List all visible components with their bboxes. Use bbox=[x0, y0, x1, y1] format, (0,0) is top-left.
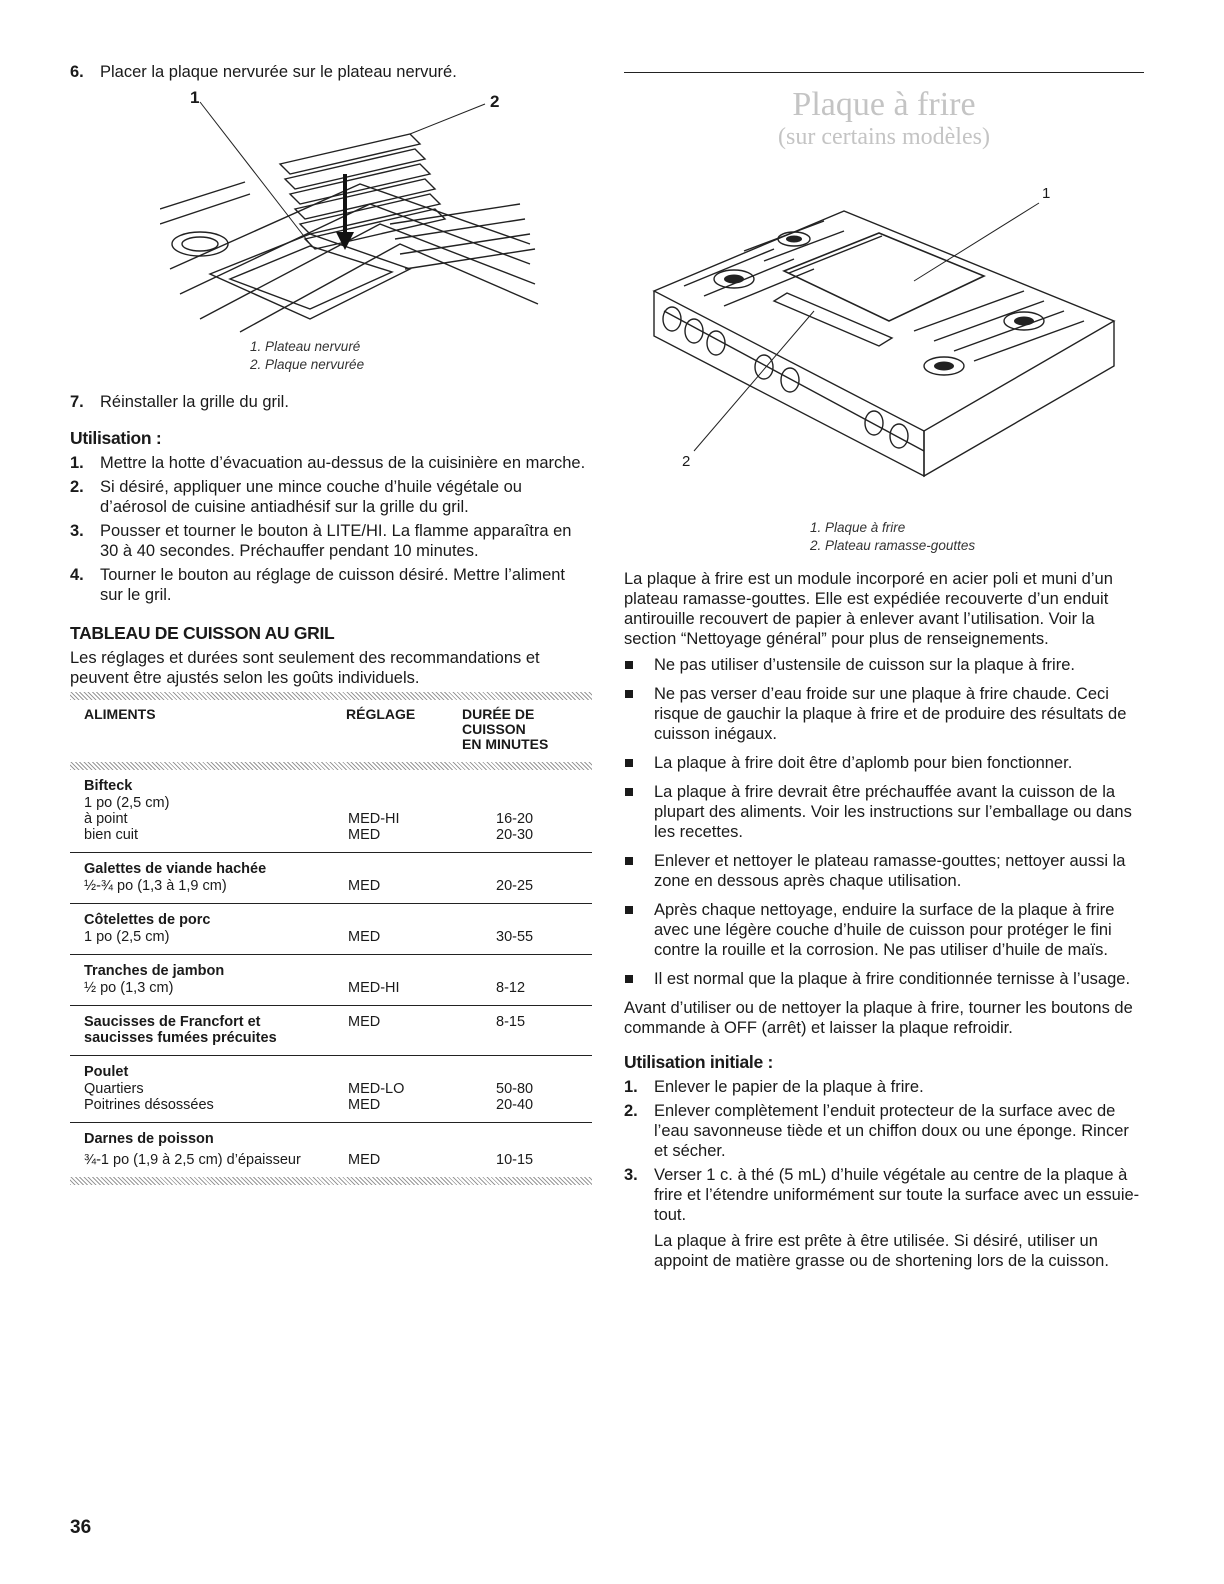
knob bbox=[890, 424, 908, 448]
food-detail: Poitrines désossées bbox=[84, 1097, 214, 1113]
grill-rail bbox=[240, 244, 538, 332]
ribbed-plate-diagram bbox=[160, 88, 540, 334]
utilisation-step bbox=[70, 565, 592, 605]
caption-line: 2. Plaque nervurée bbox=[250, 357, 365, 372]
step-text: Tourner le bouton au réglage de cuisson désiré. Mettre l’aliment sur le gril. bbox=[100, 566, 566, 604]
setting: MED-HI bbox=[348, 811, 400, 827]
bullet-text: La plaque à frire doit être d’aplomb pour bien fonctionner. bbox=[654, 754, 1073, 772]
step-7-text: Réinstaller la grille du gril. bbox=[100, 393, 289, 411]
table-bottom-rule bbox=[70, 1177, 592, 1185]
bullet-item bbox=[624, 684, 1144, 744]
food-name: Bifteck bbox=[84, 778, 133, 794]
duration: 30-55 bbox=[496, 929, 534, 945]
table-row-saucisses bbox=[70, 1006, 592, 1056]
utilisation-heading: Utilisation : bbox=[70, 428, 162, 448]
step-6 bbox=[70, 62, 592, 82]
table-top-rule bbox=[70, 692, 592, 700]
step-number: 1. bbox=[624, 1078, 638, 1096]
duration: 50-80 bbox=[496, 1081, 534, 1097]
step-text: Pousser et tourner le bouton à LITE/HI. La flamme apparaîtra en 30 à 40 secondes. Préchauffer pendant 10 minutes. bbox=[100, 522, 572, 560]
knob bbox=[865, 411, 883, 435]
bullet-text: Enlever et nettoyer le plateau ramasse-gouttes; nettoyer aussi la zone en dessous après chaque utilisation. bbox=[654, 852, 1126, 890]
duration: 10-15 bbox=[496, 1152, 534, 1168]
utilisation-step bbox=[70, 453, 592, 473]
food-name: saucisses fumées précuites bbox=[84, 1030, 277, 1046]
griddle-intro: La plaque à frire est un module incorporé en acier poli et muni d’un plateau ramasse-gouttes. Elle est expédiée recouverte d’un enduit antirouille recouvert de papier à enlever avant l’utilisation. Voir la section “Nettoyage général” pour plus de renseignements. bbox=[624, 570, 1113, 648]
leader-line-1 bbox=[914, 203, 1039, 281]
setting: MED bbox=[348, 878, 381, 894]
duration: 20-40 bbox=[496, 1097, 534, 1113]
step-7-number: 7. bbox=[70, 393, 84, 411]
table-row-bifteck bbox=[70, 770, 592, 853]
utilisation-steps bbox=[70, 453, 592, 605]
initial-step bbox=[624, 1165, 1144, 1225]
utilisation-step bbox=[70, 477, 592, 517]
food-detail: ½-¾ po (1,3 à 1,9 cm) bbox=[84, 878, 227, 894]
step-list-7 bbox=[70, 392, 592, 412]
plate-slat bbox=[280, 134, 420, 174]
page-number: 36 bbox=[70, 1517, 92, 1538]
food-name: Darnes de poisson bbox=[84, 1131, 214, 1147]
grill-rail bbox=[200, 224, 535, 319]
step-text: Enlever complètement l’enduit protecteur de la surface avec de l’eau savonneuse tiède et un chiffon doux ou une éponge. Rincer et sécher. bbox=[654, 1102, 1129, 1160]
section-subtitle: (sur certains modèles) bbox=[778, 124, 990, 150]
header-duree-line: EN MINUTES bbox=[462, 736, 549, 752]
bullet-text: Après chaque nettoyage, enduire la surface de la plaque à frire avec une légère couche d’huile de cuisson pour protéger le fini contre la rouille et la corrosion. Ne pas utiliser d’huile de maïs. bbox=[654, 901, 1115, 959]
duration: 20-25 bbox=[496, 878, 534, 894]
header-duree-line: CUISSON bbox=[462, 721, 526, 737]
drip-tray bbox=[774, 293, 892, 346]
figure-1-caption bbox=[250, 338, 592, 374]
table-row-tranches bbox=[70, 955, 592, 1006]
food-name: Saucisses de Francfort et bbox=[84, 1014, 261, 1030]
duration: 16-20 bbox=[496, 811, 534, 827]
food-name: Côtelettes de porc bbox=[84, 912, 211, 928]
table-header bbox=[70, 700, 592, 762]
table-row-poulet bbox=[70, 1056, 592, 1123]
initial-step bbox=[624, 1101, 1144, 1161]
table-row-galettes bbox=[70, 853, 592, 904]
bullet-square-icon bbox=[625, 857, 633, 865]
left-column bbox=[70, 62, 592, 1185]
step-7 bbox=[70, 392, 592, 412]
griddle-bullets bbox=[624, 655, 1144, 989]
callout-1: 1 bbox=[190, 88, 200, 107]
griddle-plate bbox=[784, 233, 984, 321]
bullet-square-icon bbox=[625, 690, 633, 698]
plate-slat bbox=[285, 149, 425, 189]
callout-2: 2 bbox=[682, 453, 691, 470]
food-detail: 1 po (2,5 cm) bbox=[84, 795, 170, 811]
food-detail: 1 po (2,5 cm) bbox=[84, 929, 170, 945]
step-number: 2. bbox=[624, 1102, 638, 1120]
bullet-text: Il est normal que la plaque à frire conditionnée ternisse à l’usage. bbox=[654, 970, 1131, 988]
header-duree bbox=[462, 707, 548, 752]
step-text: Mettre la hotte d’évacuation au-dessus de la cuisinière en marche. bbox=[100, 454, 586, 472]
step-number: 2. bbox=[70, 478, 84, 496]
step-number: 3. bbox=[70, 522, 84, 540]
bullet-square-icon bbox=[625, 759, 633, 767]
bullet-text: Ne pas utiliser d’ustensile de cuisson sur la plaque à frire. bbox=[654, 656, 1075, 674]
initial-step bbox=[624, 1077, 1144, 1097]
bullet-item bbox=[624, 969, 1144, 989]
food-detail: à point bbox=[84, 811, 128, 827]
step-6-text: Placer la plaque nervurée sur le plateau nervuré. bbox=[100, 63, 457, 81]
utilisation-step bbox=[70, 521, 592, 561]
food-detail: ½ po (1,3 cm) bbox=[84, 980, 174, 996]
callout-1: 1 bbox=[1042, 185, 1051, 202]
knob bbox=[755, 355, 773, 379]
header-duree-line: DURÉE DE bbox=[462, 706, 535, 722]
table-intro: Les réglages et durées sont seulement des recommandations et peuvent être ajustés selon les goûts individuels. bbox=[70, 649, 540, 687]
header-aliments: ALIMENTS bbox=[84, 706, 156, 722]
bullet-text: Ne pas verser d’eau froide sur une plaque à frire chaude. Ceci risque de gauchir la plaque à frire et de produire des résultats de cuisson inégaux. bbox=[654, 685, 1127, 743]
bullet-item bbox=[624, 655, 1144, 675]
bullet-square-icon bbox=[625, 906, 633, 914]
duration: 20-30 bbox=[496, 827, 534, 843]
leader-line-2 bbox=[410, 104, 485, 134]
table-row-cotelettes bbox=[70, 904, 592, 955]
burner-ring bbox=[182, 237, 218, 251]
table-header-rule bbox=[70, 762, 592, 770]
bullet-item bbox=[624, 851, 1144, 891]
food-name: Tranches de jambon bbox=[84, 963, 225, 979]
setting: MED-LO bbox=[348, 1081, 405, 1097]
bullet-square-icon bbox=[625, 788, 633, 796]
step-text: Enlever le papier de la plaque à frire. bbox=[654, 1078, 924, 1096]
step-text: Verser 1 c. à thé (5 mL) d’huile végétale au centre de la plaque à frire et l’étendre uniformément sur toute la surface avec un essuie-tout. bbox=[654, 1166, 1140, 1224]
bullet-square-icon bbox=[625, 661, 633, 669]
griddle-diagram bbox=[624, 161, 1144, 501]
caption-line: 1. Plateau nervuré bbox=[250, 339, 361, 354]
section-title: Plaque à frire bbox=[792, 86, 976, 123]
step-number: 4. bbox=[70, 566, 84, 584]
before-use-note: Avant d’utiliser ou de nettoyer la plaque à frire, tourner les boutons de commande à OFF (arrêt) et laisser la plaque refroidir. bbox=[624, 999, 1133, 1037]
bullet-text: La plaque à frire devrait être préchauffée avant la cuisson de la plupart des aliments. Voir les instructions sur l’emballage ou dans les recettes. bbox=[654, 783, 1132, 841]
bullet-item bbox=[624, 782, 1144, 842]
initial-use-heading: Utilisation initiale : bbox=[624, 1052, 773, 1072]
plate-slat bbox=[305, 209, 445, 249]
bullet-square-icon bbox=[625, 975, 633, 983]
figure-2-caption bbox=[810, 519, 1144, 555]
plate-slat bbox=[295, 179, 435, 219]
step-6-number: 6. bbox=[70, 63, 84, 81]
knob bbox=[781, 368, 799, 392]
bullet-item bbox=[624, 900, 1144, 960]
food-name: Poulet bbox=[84, 1064, 129, 1080]
callout-2: 2 bbox=[490, 92, 500, 111]
initial-use-steps bbox=[624, 1077, 1144, 1225]
bullet-item bbox=[624, 753, 1144, 773]
step-text: Si désiré, appliquer une mince couche d’huile végétale ou d’aérosol de cuisine antiadhésif sur la grille du gril. bbox=[100, 478, 522, 516]
setting: MED bbox=[348, 827, 381, 843]
setting: MED-HI bbox=[348, 980, 400, 996]
table-row-darnes bbox=[70, 1123, 592, 1177]
step-number: 1. bbox=[70, 454, 84, 472]
caption-line: 2. Plateau ramasse-gouttes bbox=[810, 538, 976, 553]
table-heading: TABLEAU DE CUISSON AU GRIL bbox=[70, 623, 335, 643]
right-column bbox=[624, 62, 1144, 1271]
initial-use-closing: La plaque à frire est prête à être utilisée. Si désiré, utiliser un appoint de matière grasse ou de shortening lors de la cuisson. bbox=[654, 1232, 1109, 1270]
setting: MED bbox=[348, 1152, 381, 1168]
plate-slat bbox=[300, 194, 440, 234]
setting: MED bbox=[348, 1014, 381, 1030]
grill-cooking-table bbox=[70, 692, 592, 1185]
food-detail: bien cuit bbox=[84, 827, 139, 843]
cooktop-top bbox=[654, 211, 1114, 431]
title-rule bbox=[624, 72, 1144, 73]
step-number: 3. bbox=[624, 1166, 638, 1184]
duration: 8-12 bbox=[496, 980, 526, 996]
setting: MED bbox=[348, 929, 381, 945]
food-name: Galettes de viande hachée bbox=[84, 861, 267, 877]
burner-ring bbox=[172, 232, 228, 256]
duration: 8-15 bbox=[496, 1014, 526, 1030]
caption-line: 1. Plaque à frire bbox=[810, 520, 906, 535]
food-detail: ¾-1 po (1,9 à 2,5 cm) d’épaisseur bbox=[84, 1152, 301, 1168]
ribbed-plate-illustration bbox=[160, 94, 540, 334]
setting: MED bbox=[348, 1097, 381, 1113]
food-detail: Quartiers bbox=[84, 1081, 144, 1097]
step-list-top bbox=[70, 62, 592, 82]
header-reglage: RÉGLAGE bbox=[346, 706, 416, 722]
cooktop-griddle-illustration bbox=[624, 161, 1144, 501]
